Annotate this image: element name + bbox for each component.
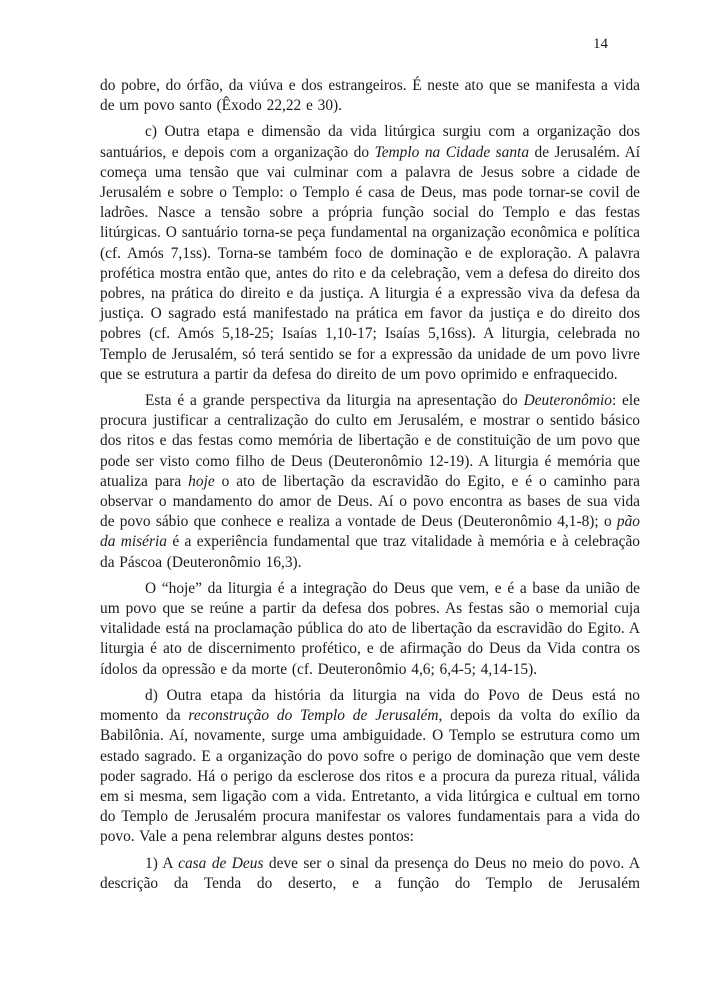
italic-text-run: hoje: [188, 472, 215, 490]
italic-text-run: Templo na Cidade santa: [374, 143, 530, 161]
text-run: O “hoje” da liturgia é a integração do Deus que vem, e é a base da união de um povo que se reúne a partir da defesa dos pobres. As festas são o memorial cuja vitalidade está na proclamação pública do ato de libertação da escravidão do Egito. A liturgia é ato de discernimento profético, e de afirmação do Deus da Vida contra os ídolos da opressão e da morte (cf. Deuteronômio 4,6; 6,4-5; 4,14-15).: [100, 579, 640, 678]
paragraph: [100, 686, 640, 848]
italic-text-run: pão da miséria: [100, 513, 640, 551]
text-run: é a experiência fundamental que traz vitalidade à memória e à celebração da Páscoa (Deuteronômio 16,3).: [100, 533, 640, 571]
paragraph: [100, 391, 640, 573]
text-run: o ato de libertação da escravidão do Egito, e é o caminho para observar o mandamento do amor de Deus. Aí o povo encontra as bases de sua vida de povo sábio que conhece e realiza a vontade de Deus (Deuteronômio 4,1-8); o: [100, 472, 640, 531]
text-run: c) Outra etapa e dimensão da vida litúrgica surgiu com a organização dos santuários, e depois com a organização do: [100, 123, 640, 161]
italic-text-run: casa de Deus: [178, 854, 264, 872]
text-run: : ele procura justificar a centralização do culto em Jerusalém, e mostrar o sentido básico dos ritos e das festas como memória de libertação e de constituição de um povo que pode ser visto como filho de Deus (Deuteronômio 12-19). A liturgia é memória que atualiza para: [100, 392, 640, 490]
text-run: do pobre, do órfão, da viúva e dos estrangeiros. É neste ato que se manifesta a vida de um povo santo (Êxodo 22,22 e 30).: [100, 77, 640, 115]
page-number: 14: [593, 36, 608, 52]
italic-text-run: reconstrução do Templo de Jerusalém: [188, 707, 439, 725]
paragraph: [100, 122, 640, 385]
paragraph: [100, 579, 640, 680]
text-run: 1) A: [145, 854, 179, 872]
text-run: , depois da volta do exílio da Babilônia. Aí, novamente, surge uma ambiguidade. O Templo se estrutura como um estado sagrado. E a organização do povo sofre o perigo de dominação que vem deste poder sagrado. Há o perigo da esclerose dos ritos e a procura da pureza ritual, válida em si mesma, sem ligação com a vida. Entretanto, a vida litúrgica e cultual em torno do Templo de Jerusalém procura manifestar os valores fundamentais para a vida do povo. Vale a pena relembrar alguns destes pontos:: [100, 707, 640, 846]
text-run: d) Outra etapa da história da liturgia na vida do Povo de Deus está no momento da: [100, 686, 640, 725]
text-run: deve ser o sinal da presença do Deus no meio do povo. A descrição da Tenda do deserto, e a função do Templo de Jerusalém: [100, 854, 640, 892]
text-run: de Jerusalém. Aí começa uma tensão que vai culminar com a palavra de Jesus sobre a cidade de Jerusalém e sobre o Templo: o Templo é casa de Deus, mas pode tornar-se covil de ladrões. Nasce a tensão sobre a própria função social do Templo e das festas litúrgicas. O santuário torna-se peça fundamental na organização econômica e política (cf. Amós 7,1ss). Torna-se também foco de dominação e de exploração. A palavra profética mostra então que, antes do rito e da celebração, vem a defesa do direito dos pobres, na prática do direito e da justiça. A liturgia é a expressão viva da defesa da justiça. O sagrado está manifestado na prática em favor da justiça e do direito dos pobres (cf. Amós 5,18-25; Isaías 1,10-17; Isaías 5,16ss). A liturgia, celebrada no Templo de Jerusalém, só terá sentido se for a expressão da unidade de um povo livre que se estrutura a partir da defesa do direito de um povo oprimido e enfraquecido.: [100, 143, 640, 383]
paragraph: [100, 854, 640, 894]
document-body: [100, 76, 640, 900]
paragraph: [100, 76, 640, 116]
italic-text-run: Deuteronômio: [523, 392, 612, 410]
text-run: Esta é a grande perspectiva da liturgia na apresentação do: [145, 392, 524, 410]
